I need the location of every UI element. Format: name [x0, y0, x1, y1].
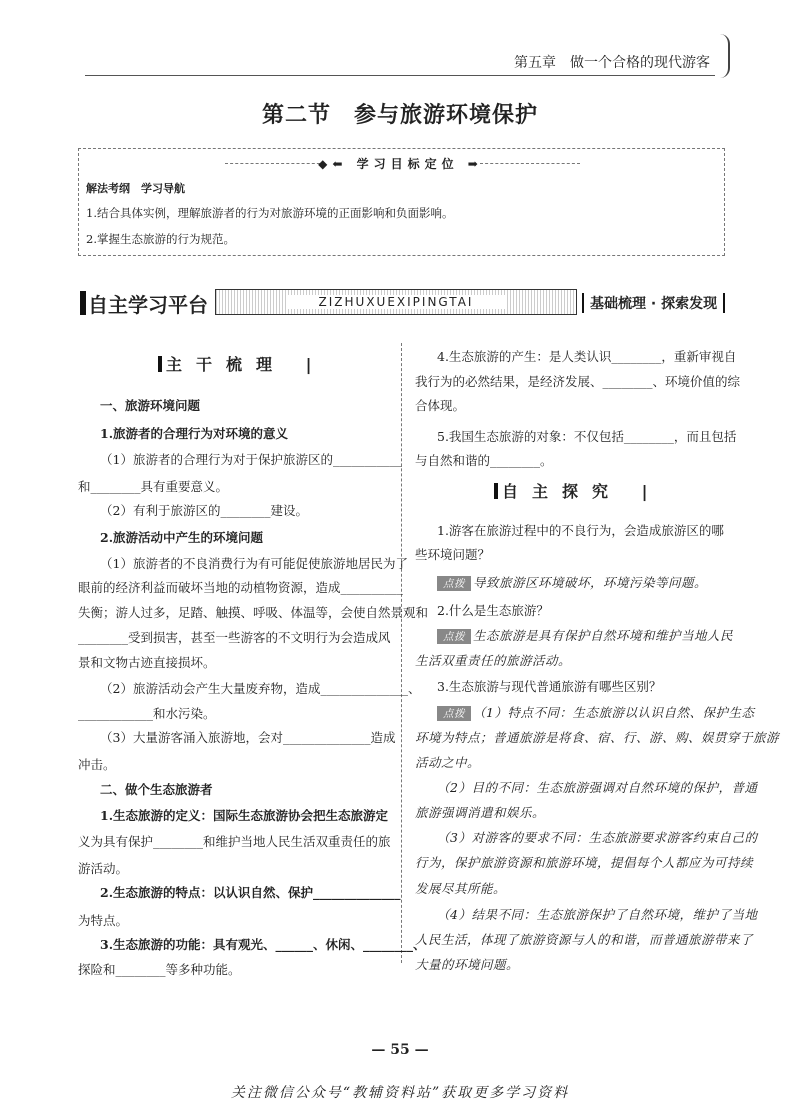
left-text-line: （3）大量游客涌入旅游地，会对______________造成 — [100, 730, 396, 745]
qa-text: 1.游客在旅游过程中的不良行为，会造成旅游区的哪 — [437, 523, 724, 538]
chapter-header: 第五章 做一个合格的现代游客 — [514, 55, 710, 71]
left-section-heading: 主干梳理 | — [158, 352, 325, 375]
right-text-line: 4.生态旅游的产生：是人类认识________，重新审视自 — [437, 349, 737, 364]
qa-text-line — [437, 573, 707, 591]
arrow-left-icon: ◆⬅ — [318, 157, 357, 171]
header-rule — [85, 75, 715, 76]
qa-text: （2）目的不同：生态旅游强调对自然环境的保护，普通 — [437, 780, 758, 795]
qa-text-line — [415, 853, 753, 871]
heading-bar-icon — [494, 483, 498, 499]
qa-text-line — [415, 930, 753, 948]
column-divider — [401, 343, 402, 963]
banner-bar-icon — [80, 291, 86, 315]
left-text-line: （2）旅游活动会产生大量废弃物，造成______________、 — [100, 681, 421, 696]
left-text-line: （1）旅游者的不良消费行为有可能促使旅游地居民为了 — [100, 556, 408, 571]
qa-text: （3）对游客的要求不同：生态旅游要求游客约束自己的 — [437, 830, 758, 845]
qa-text: 环境为特点；普通旅游是将食、宿、行、游、购、娱贯穿于旅游 — [415, 730, 780, 745]
goals-subheading: 解法考纲 学习导航 — [86, 182, 185, 195]
qa-text-line — [415, 955, 519, 973]
qa-text: 发展尽其所能。 — [415, 881, 507, 896]
goal-item: 2.掌握生态旅游的行为规范。 — [86, 232, 235, 246]
right-text-line: 与自然和谐的________。 — [415, 453, 553, 468]
goal-item: 1.结合具体实例，理解旅游者的行为对旅游环境的正面影响和负面影响。 — [86, 206, 454, 220]
qa-text: 些环境问题？ — [415, 547, 491, 562]
footer-note: 关注微信公众号“教辅资料站”获取更多学习资料 — [230, 1085, 570, 1101]
left-text-line: ________受到损害，甚至一些游客的不文明行为会造成风 — [78, 630, 391, 645]
left-text-line: 1.生态旅游的定义：国际生态旅游协会把生态旅游定 — [100, 808, 389, 823]
qa-text-line — [437, 521, 724, 539]
header-curve-decoration — [718, 34, 730, 78]
qa-text: （1）特点不同：生态旅游以认识自然、保护生态 — [473, 705, 755, 720]
left-text-line: （1）旅游者的合理行为对于保护旅游区的___________ — [100, 452, 402, 467]
qa-text-line — [437, 905, 757, 923]
left-text-line: 和________具有重要意义。 — [78, 479, 229, 494]
left-text-line: 2.旅游活动中产生的环境问题 — [100, 530, 264, 545]
right-section-heading: 自主探究 | — [494, 479, 661, 502]
qa-text-line — [437, 626, 733, 644]
banner-title: 自主学习平台 — [88, 293, 208, 317]
qa-text-line — [437, 601, 549, 619]
left-text-line: 景和文物古迹直接损坏。 — [78, 655, 216, 670]
section-title: 第二节 参与旅游环境保护 — [261, 102, 538, 128]
qa-text-line — [437, 778, 757, 796]
left-text-line: 一、旅游环境问题 — [100, 398, 201, 413]
left-text-line: 义为具有保护________和维护当地人民生活双重责任的旅 — [78, 834, 391, 849]
left-text-line: 游活动。 — [78, 861, 129, 876]
banner-pinyin: ZIZHUXUEXIPINGTAI — [215, 289, 577, 315]
right-text-line: 合体现。 — [415, 398, 466, 413]
qa-text: 人民生活，体现了旅游资源与人的和谐，而普通旅游带来了 — [415, 932, 754, 947]
qa-text-line — [415, 879, 506, 897]
heading-bar-icon — [158, 356, 162, 372]
qa-text-line — [415, 728, 779, 746]
tip-badge: 点拨 — [437, 706, 471, 721]
qa-text: 2.什么是生态旅游？ — [437, 603, 549, 618]
qa-text-line — [415, 803, 545, 821]
qa-text: （4）结果不同：生态旅游保护了自然环境，维护了当地 — [437, 907, 758, 922]
qa-text: 大量的环境问题。 — [415, 957, 520, 972]
qa-text-line — [415, 545, 490, 563]
left-text-line: 探险和________等多种功能。 — [78, 962, 241, 977]
left-text-line: 冲击。 — [78, 757, 116, 772]
qa-text: 导致旅游区环境破坏，环境污染等问题。 — [473, 575, 708, 590]
qa-text-line — [437, 677, 661, 695]
qa-text-line — [415, 651, 571, 669]
qa-text: 生活双重责任的旅游活动。 — [415, 653, 572, 668]
arrow-right-icon: ➡ — [458, 157, 483, 171]
right-text-line: 5.我国生态旅游的对象：不仅包括________，而且包括 — [437, 429, 737, 444]
tip-badge: 点拨 — [437, 576, 471, 591]
qa-text: 活动之中。 — [415, 755, 481, 770]
left-text-line: 3.生态旅游的功能：具有观光、______、休闲、________、 — [100, 937, 426, 952]
qa-text: 3.生态旅游与现代普通旅游有哪些区别？ — [437, 679, 662, 694]
left-text-line: （2）有利于旅游区的________建设。 — [100, 503, 308, 518]
banner-subtitle: 基础梳理 · 探索发现 — [582, 293, 725, 313]
left-text-line: 1.旅游者的合理行为对环境的意义 — [100, 426, 289, 441]
left-text-line: 2.生态旅游的特点：以认识自然、保护______________ — [100, 885, 401, 900]
qa-text: 生态旅游是具有保护自然环境和维护当地人民 — [473, 628, 734, 643]
qa-text: 旅游强调消遣和娱乐。 — [415, 805, 546, 820]
left-text-line: 为特点。 — [78, 913, 129, 928]
left-text-line: ____________和水污染。 — [78, 706, 216, 721]
tip-badge: 点拨 — [437, 629, 471, 644]
page-number: — 55 — — [371, 1042, 429, 1058]
left-text-line: 失衡；游人过多，足踏、触摸、呼吸、体温等，会使自然景观和 — [78, 605, 429, 620]
qa-text-line — [415, 753, 480, 771]
left-text-line: 眼前的经济利益而破坏当地的动植物资源，造成__________ — [78, 580, 404, 595]
qa-text-line — [437, 703, 754, 721]
right-text-line: 我行为的必然结果，是经济发展、________、环境价值的综 — [415, 374, 741, 389]
qa-text-line — [437, 828, 757, 846]
qa-text: 行为，保护旅游资源和旅游环境，提倡每个人都应为可持续 — [415, 855, 754, 870]
goals-heading: ◆⬅ 学习目标定位 ➡ — [318, 157, 483, 171]
left-text-line: 二、做个生态旅游者 — [100, 782, 213, 797]
